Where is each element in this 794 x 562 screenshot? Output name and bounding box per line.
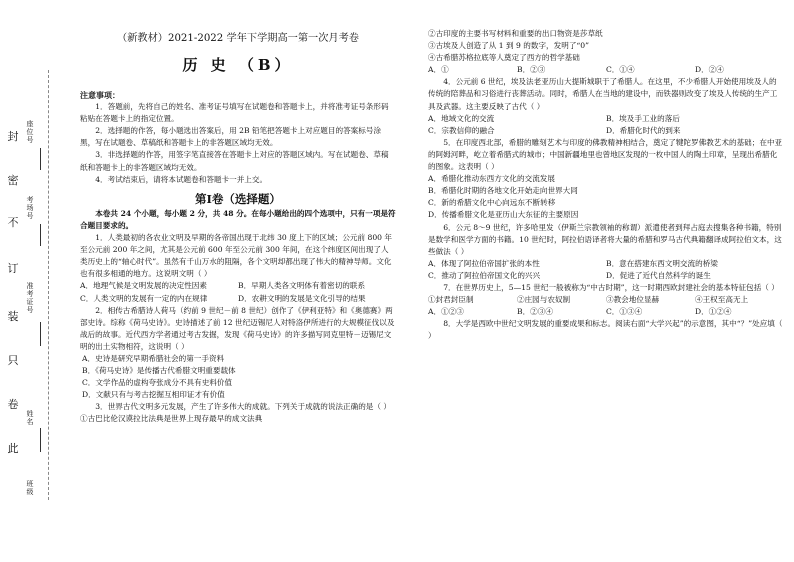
q3-option-c[interactable]: C．①④ [606, 65, 635, 75]
field-label-seat: 座位号 [26, 120, 34, 144]
field-line[interactable] [40, 224, 41, 246]
q6-option-c[interactable]: C．推动了阿拉伯帝国文化的兴兴 [428, 270, 541, 280]
notice-item: 1．答题前，先将自己的姓名、准考证号填写在试题卷和答题卡上，并将准考证号条形码粘贴在答题卡上的指定位置。 [80, 102, 389, 124]
q2-stem: 2．相传古希腊诗人荷马（约前 9 世纪－前 8 世纪）创作了《伊利亚特》和《奥德赛》两部史诗。综称《荷马史诗》。史诗描述了前 12 世纪迈锡尼人对特洛伊所进行的大规模征伐以及战后的故事。近代西方学者通过考古发掘，发现《荷马史诗》的许多描写同克里特－迈锡尼文明的出土实物相符，这说明（ ） [80, 305, 395, 351]
q2-option-d[interactable]: D．文献只有与考古挖掘互相印证才有价值 [82, 390, 225, 400]
q5-stem: 5．在印度西北部，希腊的雕刻艺术与印度的佛教精神相结合，奠定了犍陀罗佛教艺术的基础；在中亚的阿姆河畔，屹立着希腊式的城市；中国新疆地里也曾地区发现的一枚中国人的陶土印章，呈现出希腊化的图象。这表明（ ） [428, 137, 783, 172]
q6-option-d[interactable]: D．促进了近代自然科学的诞生 [606, 270, 711, 280]
notice-item: 4．考试结束后，请将本试题卷和答题卡一并上交。 [95, 174, 268, 184]
q7-option-a[interactable]: A．①②③ [428, 307, 464, 317]
q3-option-d[interactable]: D．②④ [695, 65, 724, 75]
exam-header: （新教材）2021-2022 学年下学期高一第一次月考卷 [117, 33, 359, 44]
field-line[interactable] [40, 322, 41, 346]
field-line[interactable] [40, 428, 41, 452]
exam-title: 历 史 （B） [182, 56, 294, 74]
q2-option-c[interactable]: C．文学作品的虚构夸张成分不具有史料价值 [82, 378, 233, 388]
q1-options-row [80, 280, 396, 292]
q6-option-b[interactable]: B．意在搭建东西文明交流的桥梁 [606, 258, 718, 268]
seal-char: 密 [7, 174, 19, 187]
notice-heading: 注意事项： [80, 90, 120, 100]
field-label-room: 考场号 [26, 196, 34, 220]
seal-char: 装 [7, 310, 19, 323]
field-label-ticket: 准考证号 [26, 282, 34, 314]
left-column [80, 0, 396, 426]
q3-item: ②古印度的主要书写材料和重要的出口物资是莎草纸 [428, 29, 603, 38]
q6-stem: 6．公元 8～9 世纪，许多哈里发（伊斯兰宗教领袖的称谓）派遣使者到拜占庭去搜集各种书籍，特别是数学和医学方面的书籍。10 世纪时，阿拉伯语译者将大量的希腊和罗马古代典籍翻译成阿拉伯文本，这些做法（ ） [428, 222, 782, 256]
part-intro: 本卷共 24 个小题，每小题 2 分，共 48 分。在每小题给出的四个选项中，只有一项是符合题目要求的。 [80, 208, 396, 230]
field-label-class: 班级 [26, 480, 34, 496]
q5-option-a[interactable]: A．希腊化推动东西方文化的交流发展 [428, 174, 555, 184]
q4-option-b[interactable]: B．埃及手工业的落后 [606, 113, 680, 123]
q4-option-a[interactable]: A．地域文化的交流 [428, 113, 495, 123]
binding-dashed-line [48, 70, 49, 500]
notice-item: 3．非选择题的作答，用签字笔直接答在答题卡上对应的答题区域内。写在试题卷、草稿纸和答题卡上的非答题区域均无效。 [80, 150, 389, 172]
seal-char: 卷 [7, 398, 19, 411]
field-line[interactable] [40, 148, 41, 170]
q3-item: ④古希腊苏格拉底等人奠定了西方的哲学基础 [428, 53, 580, 63]
q3-stem: 3．世界古代文明多元发展，产生了许多伟大的成就。下列关于成就的说法正确的是（ ） [95, 402, 391, 412]
seal-char: 只 [7, 354, 19, 367]
q4-option-c[interactable]: C．宗教信仰的融合 [428, 125, 495, 135]
q2-option-a[interactable]: A．史诗是研究早期希腊社会的第一手资料 [82, 353, 225, 363]
q7-option-c[interactable]: C．①③④ [606, 307, 643, 317]
q7-options-row [428, 306, 784, 318]
q5-option-c[interactable]: C．新的希腊文化中心向远东不断转移 [428, 198, 556, 208]
part-title: 第Ⅰ卷（选择题） [195, 191, 281, 206]
q1-option-d[interactable]: D．农耕文明的发展是文化引导的结果 [238, 293, 366, 303]
q3-option-a[interactable]: A．① [428, 65, 449, 75]
notice-item: 2．选择题的作答，每小题选出答案后，用 2B 铅笔把答题卡上对应题目的答案标号涂黑，写在试题卷、草稿纸和答题卡上的非答题区域均无效。 [80, 126, 382, 148]
q4-option-d[interactable]: D．希腊化时代的到来 [606, 125, 681, 135]
q4-stem: 4．公元前 6 世纪，埃及法老亚历山大提斯城职于了希腊人。在这里，不少希腊人开始使用埃及人的传统的陪葬品和习俗进行丧葬活动。同时，希腊人在当地的建设中，而铁器则改变了埃及人传统的生产工具及武器。这主要反映了古代（ ） [428, 77, 778, 111]
q7-item: ③教会地位显赫 [606, 295, 660, 305]
q5-option-d[interactable]: D．传播希腊文化是亚历山大东征的主要原因 [428, 210, 579, 220]
seal-char: 此 [7, 442, 19, 455]
q7-item: ④王权至高无上 [695, 295, 749, 305]
q5-option-b[interactable]: B．希腊化时期的各地文化开始走向世界大同 [428, 186, 578, 196]
binding-margin [0, 0, 70, 562]
q7-items-row [428, 294, 784, 306]
q6-options-row [428, 270, 784, 282]
q3-item: ①古巴比伦汉谟拉比法典是世界上现存最早的成文法典 [80, 414, 263, 424]
q7-item: ①封君封臣制 [428, 295, 474, 305]
q3-options-row [428, 64, 784, 76]
right-column [428, 0, 784, 342]
q1-options-row [80, 293, 396, 305]
q4-options-row [428, 113, 784, 125]
q6-option-a[interactable]: A．体现了阿拉伯帝国扩张的本性 [428, 258, 540, 268]
q4-options-row [428, 125, 784, 137]
q3-item: ③古埃及人创造了从 1 到 9 的数字，发明了“0” [428, 41, 590, 51]
q1-option-b[interactable]: B．早期人类各文明体有着密切的联系 [238, 281, 366, 291]
seal-char: 封 [7, 130, 19, 143]
seal-char: 不 [7, 216, 19, 229]
q7-option-d[interactable]: D．①②④ [695, 307, 732, 317]
q1-option-c[interactable]: C．人类文明的发展有一定的内在规律 [80, 293, 208, 303]
q6-options-row [428, 258, 784, 270]
seal-char: 订 [7, 262, 19, 275]
field-label-name: 姓名 [26, 410, 34, 426]
q7-stem: 7．在世界历史上，5—15 世纪一般被称为“中古时期”，这一时期西欧封建社会的基本特征包括（ ） [443, 282, 779, 292]
q3-option-b[interactable]: B．②③ [517, 65, 546, 75]
q7-option-b[interactable]: B．②③④ [517, 307, 553, 317]
q1-option-a[interactable]: A．地理气候是文明发展的决定性因素 [80, 281, 207, 291]
q8-stem: 8．大学是西欧中世纪文明发展的重要成果和标志。阅读右面“大学兴起”的示意图，其中“？”处应填（ ） [428, 319, 783, 341]
q7-item: ②庄园与农奴制 [517, 295, 571, 305]
q2-option-b[interactable]: B．《荷马史诗》是传播古代希腊文明重要载体 [82, 366, 236, 376]
q1-stem: 1．人类最初的各农业文明及早期的各帝国出现于北纬 30 度上下的区域；公元前 800 年至公元前 200 年之间，尤其是公元前 600 年至公元前 300 年间，在这个纬度区间出现了人类历史上的“轴心时代”。虽然有千山万水的阻隔，各个文明却都出现了伟大的精神导师。文化也有很多相通的地方。这说明文明（ ） [80, 233, 393, 279]
